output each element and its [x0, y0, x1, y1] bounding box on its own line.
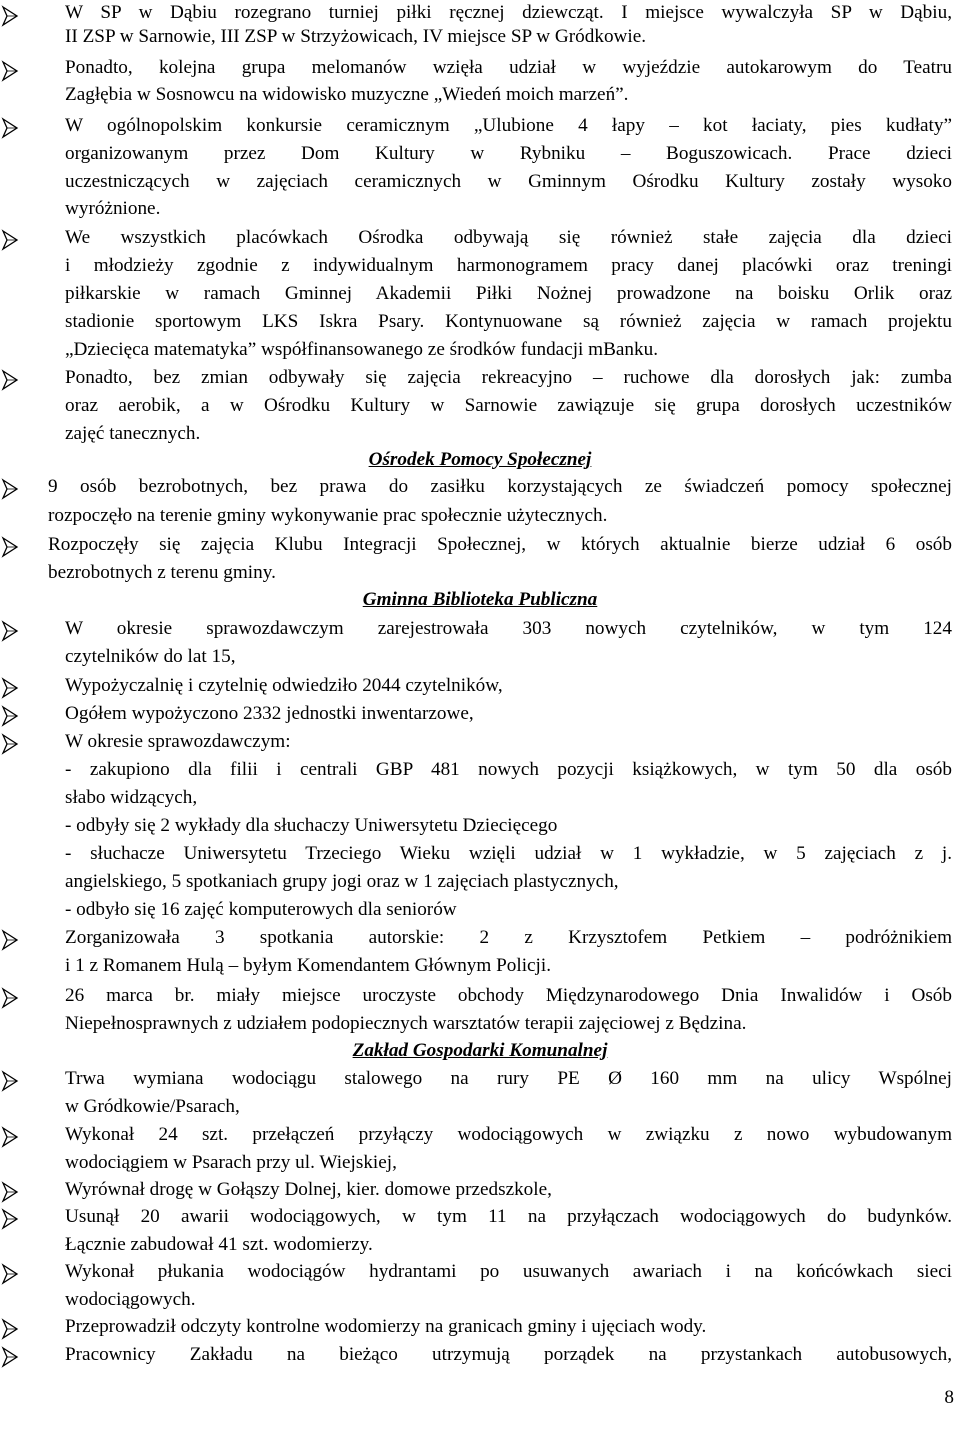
text-line: Niepełnosprawnych z udziałem podopiecznych warsztatów terapii zajęciowej z Będzina.	[65, 1013, 747, 1034]
text-line: - słuchacze Uniwersytetu Trzeciego Wieku wzięli udział w 1 wykładzie, w 5 zajęciach z j.	[65, 843, 952, 864]
section-heading-gbp: Gminna Biblioteka Publiczna	[362, 589, 598, 610]
arrowhead-bullet-icon	[0, 5, 22, 27]
text-line: II ZSP w Sarnowie, III ZSP w Strzyżowicach, IV miejsce SP w Gródkowie.	[65, 26, 647, 47]
arrowhead-bullet-icon	[0, 620, 22, 642]
text-line: stadionie sportowym LKS Iskra Psary. Kontynuowane są również zajęcia w ramach projektu	[65, 311, 952, 332]
text-line: W SP w Dąbiu rozegrano turniej piłki ręcznej dziewcząt. I miejsce wywalczyła SP w Dąbiu,	[65, 2, 952, 23]
arrowhead-bullet-icon	[0, 369, 22, 391]
text-line: Usunął 20 awarii wodociągowych, w tym 11 na przyłączach wodociągowych do budynków.	[65, 1206, 952, 1227]
text-line: - odbyło się 16 zajęć komputerowych dla seniorów	[65, 899, 457, 920]
text-line: wodociągiem w Psarach przy ul. Wiejskiej,	[65, 1152, 397, 1173]
text-line: 26 marca br. miały miejsce uroczyste obchody Międzynarodowego Dnia Inwalidów i Osób	[65, 985, 952, 1006]
text-line: W okresie sprawozdawczym zarejestrowała 303 nowych czytelników, w tym 124	[65, 618, 952, 639]
text-line: Wypożyczalnię i czytelnię odwiedziło 2044 czytelników,	[65, 675, 503, 696]
arrowhead-bullet-icon	[0, 705, 22, 727]
text-line: Ponadto, bez zmian odbywały się zajęcia rekreacyjno – ruchowe dla dorosłych jak: zumba	[65, 367, 952, 388]
arrowhead-bullet-icon	[0, 733, 22, 755]
text-line: Zorganizowała 3 spotkania autorskie: 2 z Krzysztofem Petkiem – podróżnikiem	[65, 927, 952, 948]
text-line: wyróżnione.	[65, 198, 161, 219]
page-number: 8	[944, 1387, 954, 1408]
arrowhead-bullet-icon	[0, 1126, 22, 1148]
text-line: i 1 z Romanem Hulą – byłym Komendantem Głównym Policji.	[65, 955, 552, 976]
text-line: - odbyły się 2 wykłady dla słuchaczy Uniwersytetu Dziecięcego	[65, 815, 558, 836]
text-line: uczestniczących w zajęciach ceramicznych w Gminnym Ośrodku Kultury zostały wysoko	[65, 171, 952, 192]
text-line: bezrobotnych z terenu gminy.	[48, 562, 276, 583]
arrowhead-bullet-icon	[0, 677, 22, 699]
text-line: słabo widzących,	[65, 787, 198, 808]
section-heading-zgk: Zakład Gospodarki Komunalnej	[352, 1040, 608, 1061]
text-line: wodociągowych.	[65, 1289, 196, 1310]
text-line: Wykonał 24 szt. przełączeń przyłączy wodociągowych w związku z nowo wybudowanym	[65, 1124, 952, 1145]
text-line: Wykonał płukania wodociągów hydrantami po usuwanych awariach i na końcówkach sieci	[65, 1261, 952, 1282]
text-line: Trwa wymiana wodociągu stalowego na rury PE Ø 160 mm na ulicy Wspólnej	[65, 1068, 952, 1089]
section-heading-ops: Ośrodek Pomocy Społecznej	[368, 449, 592, 470]
arrowhead-bullet-icon	[0, 60, 22, 82]
text-line: angielskiego, 5 spotkaniach grupy jogi oraz w 1 zajęciach plastycznych,	[65, 871, 619, 892]
text-line: Łącznie zabudował 41 szt. wodomierzy.	[65, 1234, 373, 1255]
arrowhead-bullet-icon	[0, 987, 22, 1009]
text-line: „Dziecięca matematyka” współfinansowanego ze środków fundacji mBanku.	[65, 339, 658, 360]
text-line: piłkarskie w ramach Gminnej Akademii Piłki Nożnej prowadzone na boisku Orlik oraz	[65, 283, 952, 304]
arrowhead-bullet-icon	[0, 929, 22, 951]
text-line: - zakupiono dla filii i centrali GBP 481 nowych pozycji książkowych, w tym 50 dla osób	[65, 759, 952, 780]
arrowhead-bullet-icon	[0, 536, 22, 558]
arrowhead-bullet-icon	[0, 478, 22, 500]
text-line: zajęć tanecznych.	[65, 423, 201, 444]
text-line: W okresie sprawozdawczym:	[65, 731, 291, 752]
text-line: Przeprowadził odczyty kontrolne wodomierzy na granicach gminy i ujęciach wody.	[65, 1316, 707, 1337]
arrowhead-bullet-icon	[0, 1181, 22, 1203]
text-line: organizowanym przez Dom Kultury w Rybniku – Boguszowicach. Prace dzieci	[65, 143, 952, 164]
text-line: Zagłębia w Sosnowcu na widowisko muzyczne „Wiedeń moich marzeń”.	[65, 84, 629, 105]
text-line: Wyrównał drogę w Gołąszy Dolnej, kier. domowe przedszkole,	[65, 1179, 552, 1200]
text-line: 9 osób bezrobotnych, bez prawa do zasiłku korzystających ze świadczeń pomocy społecznej	[48, 476, 952, 497]
text-line: W ogólnopolskim konkursie ceramicznym „Ulubione 4 łapy – kot łaciaty, pies kudłaty”	[65, 115, 952, 136]
arrowhead-bullet-icon	[0, 117, 22, 139]
arrowhead-bullet-icon	[0, 1318, 22, 1340]
text-line: Ogółem wypożyczono 2332 jednostki inwentarzowe,	[65, 703, 474, 724]
arrowhead-bullet-icon	[0, 1263, 22, 1285]
text-line: w Gródkowie/Psarach,	[65, 1096, 240, 1117]
arrowhead-bullet-icon	[0, 1346, 22, 1368]
text-line: i młodzieży zgodnie z indywidualnym harmonogramem pracy danej placówki oraz treningi	[65, 255, 952, 276]
text-line: oraz aerobik, a w Ośrodku Kultury w Sarnowie zawiązuje się grupa dorosłych uczestników	[65, 395, 952, 416]
text-line: We wszystkich placówkach Ośrodka odbywają się również stałe zajęcia dla dzieci	[65, 227, 952, 248]
text-line: rozpoczęło na terenie gminy wykonywanie prac społecznie użytecznych.	[48, 505, 608, 526]
text-line: Pracownicy Zakładu na bieżąco utrzymują porządek na przystankach autobusowych,	[65, 1344, 952, 1365]
arrowhead-bullet-icon	[0, 1208, 22, 1230]
text-line: czytelników do lat 15,	[65, 646, 236, 667]
text-line: Rozpoczęły się zajęcia Klubu Integracji Społecznej, w których aktualnie bierze udział 6 osób	[48, 534, 952, 555]
text-line: Ponadto, kolejna grupa melomanów wzięła udział w wyjeździe autokarowym do Teatru	[65, 57, 952, 78]
arrowhead-bullet-icon	[0, 1070, 22, 1092]
arrowhead-bullet-icon	[0, 229, 22, 251]
